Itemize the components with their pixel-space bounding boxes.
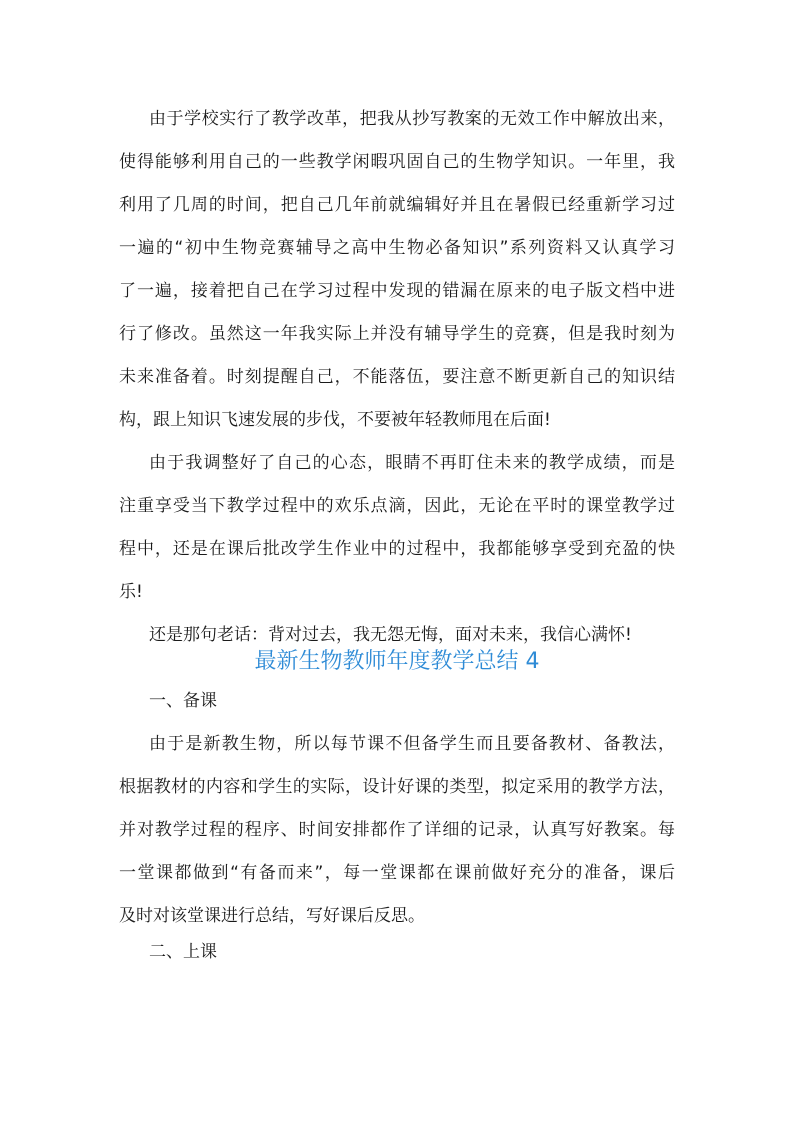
- paragraph-line: 由于我调整好了自己的心态，眼睛不再盯住未来的教学成绩，而是: [149, 453, 675, 473]
- paragraph-line: 及时对该堂课进行总结，写好课后反思。: [119, 906, 425, 926]
- paragraph-line: 乐!: [119, 582, 143, 602]
- paragraph-line: 未来准备着。时刻提醒自己，不能落伍，要注意不断更新自己的知识结: [119, 367, 675, 387]
- paragraph-line: 根据教材的内容和学生的实际，设计好课的类型，拟定采用的教学方法，: [119, 777, 675, 797]
- paragraph-line: 构，跟上知识飞速发展的步伐，不要被年轻教师甩在后面!: [119, 410, 551, 430]
- paragraph-line: 由于是新教生物，所以每节课不但备学生而且要备教材、备教法，: [149, 734, 675, 754]
- paragraph-line: 程中，还是在课后批改学生作业中的过程中，我都能够享受到充盈的快: [119, 539, 675, 559]
- paragraph-line: 一遍的“初中生物竞赛辅导之高中生物必备知识”系列资料又认真学习: [119, 238, 675, 258]
- paragraph-line: 注重享受当下教学过程中的欢乐点滴，因此，无论在平时的课堂教学过: [119, 496, 675, 516]
- subheading-teaching: 二、上课: [149, 942, 217, 962]
- paragraph-line: 一堂课都做到“有备而来”，每一堂课都在课前做好充分的准备，课后: [119, 863, 675, 883]
- paragraph-line: 利用了几周的时间，把自己几年前就编辑好并且在暑假已经重新学习过: [119, 195, 675, 215]
- paragraph-line: 了一遍，接着把自己在学习过程中发现的错漏在原来的电子版文档中进: [119, 281, 675, 301]
- section-heading: 最新生物教师年度教学总结 4: [254, 649, 540, 674]
- paragraph-line: 并对教学过程的程序、时间安排都作了详细的记录，认真写好教案。每: [119, 820, 675, 840]
- paragraph-line: 还是那句老话：背对过去，我无怨无悔，面对未来，我信心满怀!: [149, 625, 632, 645]
- paragraph-line: 使得能够利用自己的一些教学闲暇巩固自己的生物学知识。一年里，我: [119, 152, 675, 172]
- paragraph-line: 行了修改。虽然这一年我实际上并没有辅导学生的竞赛，但是我时刻为: [119, 324, 675, 344]
- subheading-preparation: 一、备课: [149, 691, 217, 711]
- paragraph-line: 由于学校实行了教学改革，把我从抄写教案的无效工作中解放出来，: [149, 109, 675, 129]
